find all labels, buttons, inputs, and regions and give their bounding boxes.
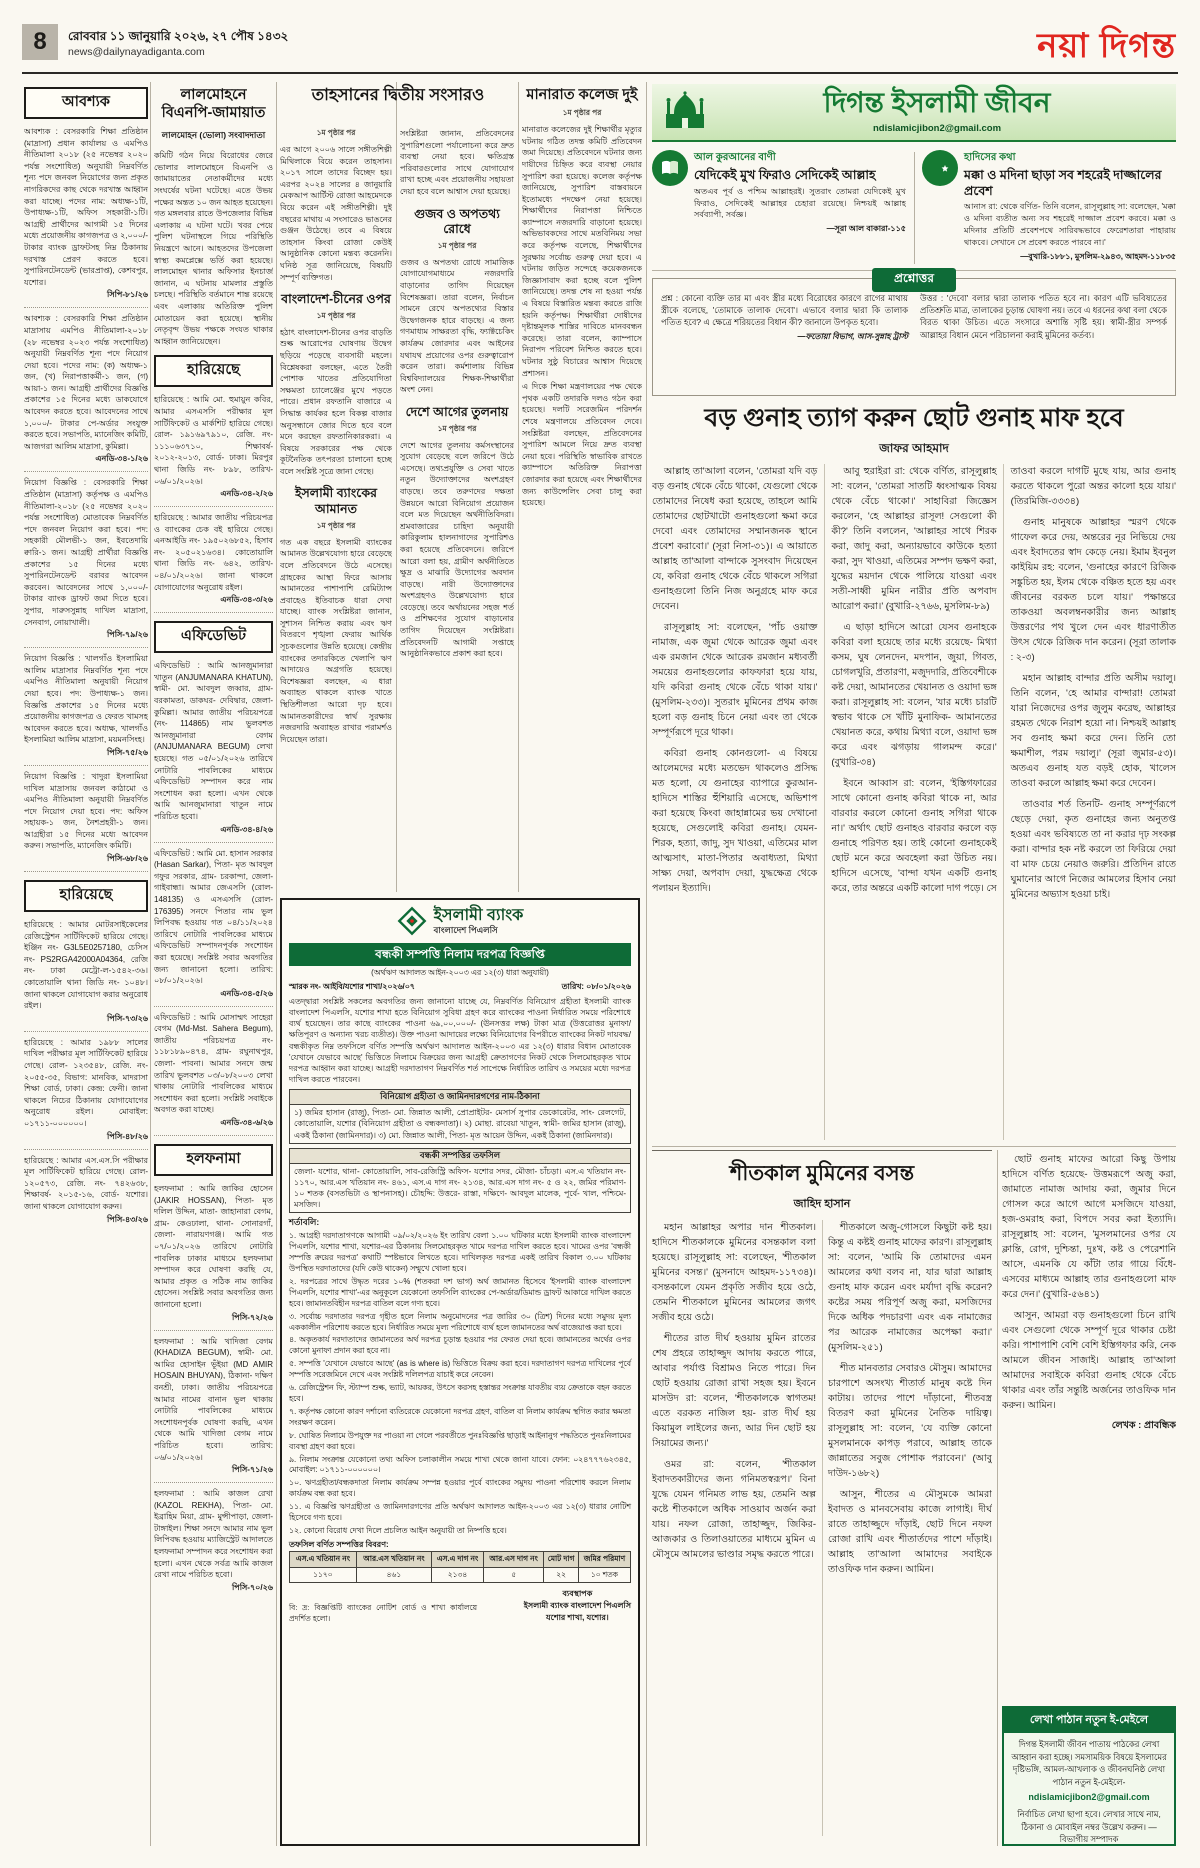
table-cell: ৫ xyxy=(483,1567,543,1583)
term-item: ১১. এ বিজ্ঞপ্তি ঋণগ্রহীতা ও জামিনদারগণের প্রতি অর্থঋণ আদালত আইন-২০০৩ এর ১২(৩) ধারার নোটিশ হিসেবে গণ্য হবে। xyxy=(289,1502,631,1523)
lost-notice xyxy=(24,919,148,1032)
quran-label: আল কুরআনের বাণী xyxy=(694,152,776,163)
qa-header: প্রশ্নোত্তর xyxy=(872,268,956,292)
section-header-affidavit: এফিডেভিট xyxy=(154,621,273,653)
article-paragraph: গুনাহ মানুষকে আল্লাহর স্মরণ থেকে গাফেল করে দেয়, অন্তরের নূর নিভিয়ে দেয় এবং ইবাদতের স্বাদ কেড়ে নেয়। ইমাম ইবনুল কাইয়িম রহ: বলেন, 'গুনাহের কারণে রিজিক সঙ্কুচিত হয়, ইলম থেকে বঞ্চিত হতে হয় এবং জীবনের বরকত চলে যায়।' পক্ষান্তরে তাকওয়া অবলম্বনকারীর জন্য আল্লাহ উত্তরণের পথ খুলে দেন এবং ধারণাতীত উৎস থেকে রিজিক দান করেন। (সূরা তালাক : ২-৩) xyxy=(1010,517,1176,663)
term-item: ৫. সম্পত্তি 'যেখানে যেভাবে আছে' (as is where is) ভিত্তিতে বিক্রয় করা হবে। দরদাতাগণ দরপত্র দাখিলের পূর্বে সম্পত্তি সরেজমিনে দেখে এবং সংশ্লিষ্ট দলিলপত্র যাচাই করে নেবেন। xyxy=(289,1359,631,1380)
story-body: কমিটি গঠন নিয়ে বিরোধের জেরে ভোলার লালমোহনে বিএনপি ও জামায়াতের নেতাকর্মীদের মধ্যে সংঘর্ষের ঘটনা ঘটেছে। এতে উভয় পক্ষের অন্তত ১০ জন আহত হয়েছেন। গত মঙ্গলবার রাতে উপজেলার বিভিন্ন এলাকায় এ ঘটনা ঘটে। খবর পেয়ে পুলিশ ঘটনাস্থলে গিয়ে পরিস্থিতি নিয়ন্ত্রণে আনে। আহতদের উপজেলা স্বাস্থ্য কমপ্লেক্সে ভর্তি করা হয়েছে। লালমোহন থানার অফিসার ইনচার্জ জানান, এ ঘটনায় মামলার প্রস্তুতি চলছে। পরিস্থিতি বর্তমানে শান্ত রয়েছে এবং এলাকায় অতিরিক্ত পুলিশ মোতায়েন করা হয়েছে। স্থানীয় নেতৃবৃন্দ উভয় পক্ষকে সংযত থাকার আহ্বান জানিয়েছেন। xyxy=(154,151,273,346)
article-paragraph: আসুন, আমরা বড় গুনাহগুলো চিনে রাখি এবং সেগুলো থেকে সম্পূর্ণ দূরে থাকার চেষ্টা করি। পাশাপাশি বেশি বেশি ইস্তিগফার করি, নেক আমলে জীবন সাজাই। আল্লাহ তা'আলা আমাদের সবাইকে কবিরা গুনাহ থেকে বেঁচে থাকার এবং তাঁর সন্তুষ্টি অর্জনের তাওফিক দান করুন। আমিন। xyxy=(1002,1310,1176,1411)
schedule-header: বন্ধকী সম্পত্তির তফসিল xyxy=(290,1149,630,1164)
table-header-cell: আর.এস খতিয়ান নং xyxy=(356,1552,431,1568)
term-item: ২. দরপত্রের সাথে উদ্ধৃত দরের ১০% (শতকরা দশ ভাগ) অর্থ জামানত হিসেবে 'ইসলামী ব্যাংক বাংলাদেশ পিএলসি, যশোর শাখা'-এর অনুকূলে যেকোনো তফসিলি ব্যাংকের পে-অর্ডার/ডিমান্ড ড্রাফট আকারে দাখিল করতে হবে। জামানতবিহীন দরপত্র বাতিল বলে গণ্য হবে। xyxy=(289,1276,631,1308)
table-cell: ৪৬১ xyxy=(356,1567,431,1583)
hadith-source: —বুখারি-১৮৮১, মুসলিম-২৯৪৩, আহমদ-১১৮৩৫ xyxy=(1020,251,1176,261)
jump-marker: ১ম পৃষ্ঠার পর xyxy=(437,423,477,433)
open-book-icon xyxy=(652,150,688,186)
ad-code: এনডি-৩৪-৬/২৬ xyxy=(220,1118,273,1128)
table-header-cell: এস.এ খতিয়ান নং xyxy=(290,1552,357,1568)
story-headline: লালমোহনে বিএনপি-জামায়াত xyxy=(161,87,266,122)
mosque-icon xyxy=(662,90,708,135)
hadith-quote-box xyxy=(922,150,1176,266)
table-header-cell: জমির পরিমাণ xyxy=(578,1552,630,1568)
affidavit-notice xyxy=(154,1012,273,1136)
story-body: সংশ্লিষ্টরা জানান, প্রতিবেদনের সুপারিশগুলো পর্যালোচনা করে দ্রুত ব্যবস্থা নেয়া হবে। ক্ষতিগ্রস্ত পরিবারগুলোর সাথে যোগাযোগ রাখা হচ্ছে এবং প্রয়োজনীয় সহায়তা দেয়া হবে বলে আশ্বাস দেয়া হয়েছে। xyxy=(400,129,514,196)
winter-article-author: জাহিদ হাসান xyxy=(793,1198,851,1210)
lost-notice-text: হারিয়েছে : আমি মো. হুমায়ুন কবির, আমার এসএসসি পরীক্ষার মূল সার্টিফিকেট ও মার্কশিট হারিয়ে গেছে। রোল- ১৯১৬৯৭৯১০, রেজি. নং- ১১১০৬৩৭১০, শিক্ষাবর্ষ- ২০১২-২০১৩, বোর্ড- ঢাকা। মিরপুর থানা জিডি নং- ৮৯৮, তারিখ- ০৬/০১/২০২৬। xyxy=(154,395,273,486)
signature-title: ব্যবস্থাপক xyxy=(562,1589,593,1599)
term-item: ৪. অকৃতকার্য দরদাতাদের জামানতের অর্থ দরপত্র চূড়ান্ত হওয়ার পর ফেরত দেয়া হবে। জামানতের অর্থের ওপর কোনো মুনাফা প্রদান করা হবে না। xyxy=(289,1335,631,1356)
ad-code: পিসি-৪৮/২৬ xyxy=(107,1131,148,1141)
signature-bank: ইসলামী ব্যাংক বাংলাদেশ পিএলসি xyxy=(523,1601,631,1611)
story-subhead: দেশে আগের তুলনায় xyxy=(405,404,509,419)
bank-auction-notice xyxy=(280,898,640,1846)
story-subhead: গুজব ও অপতথ্য রোধে xyxy=(414,206,500,237)
term-item: ৩. সর্বোচ্চ দরদাতার দরপত্র গৃহীত হলে নিলাম অনুমোদনের পত্র জারির ৩০ (ত্রিশ) দিনের মধ্যে সমুদয় মূল্য এককালীন পরিশোধ করতে হবে। নির্ধারিত সময়ে মূল্য পরিশোধে ব্যর্থ হলে জামানতের অর্থ বাজেয়াপ্ত করা হবে। xyxy=(289,1311,631,1332)
article-paragraph: ইবনে আব্বাস রা: বলেন, 'ইস্তিগফারের সাথে কোনো গুনাহ কবিরা থাকে না, আর বারবার করলে কোনো গুনাহ সগিরা থাকে না।' অর্থাৎ ছোট গুনাহও বারবার করলে বড় গুনাহে পরিণত হয়। তাই কোনো গুনাহকেই ছোট মনে করে অবহেলা করা উচিত নয়। হাদিসে এসেছে, 'বান্দা যখন একটি গুনাহ করে, তার অন্তরে একটি কালো দাগ পড়ে। সে তাওবা করলে দাগটি মুছে যায়, আর গুনাহ করতে থাকলে পুরো অন্তর কালো হয়ে যায়।' (তিরমিজি-৩৩৩৪) xyxy=(831,466,1176,894)
jump-marker: ১ম পৃষ্ঠার পর xyxy=(316,310,356,320)
classified-ad-text: নিয়োগ বিজ্ঞপ্তি : বেসরকারি শিক্ষা প্রতিষ্ঠান (মাদ্রাসা) কর্তৃপক্ষ ও এমপিও নীতিমালা-২০১৮ (২৫ নভেম্বর ২০২০ পর্যন্ত সংশোধিত) মোতাবেক নিম্নবর্ণিত পদে জনবল নিয়োগ করা হবে। পদ: সহকারী মৌলভী-১ জন, ইবতেদায়ি ক্বারি-১ জন। আগ্রহী প্রার্থীরা বিজ্ঞপ্তি প্রকাশের ১৫ দিনের মধ্যে সুপারিনটেনডেন্ট বরাবর আবেদন করবেন। আবেদনের সাথে ১,০০০/- টাকার ব্যাংক ড্রাফট জমা দিতে হবে। সুপার, দারুসসুন্নাহ দাখিল মাদ্রাসা, সেনবাগ, নোয়াখালী। xyxy=(24,478,148,627)
quran-body: অতএব পূর্ব ও পশ্চিম আল্লাহরই। সুতরাং তোমরা যেদিকেই মুখ ফিরাও, সেদিকেই আল্লাহর চেহারা রয়েছে। নিশ্চয়ই আল্লাহ সর্বব্যাপী, সর্বজ্ঞ। xyxy=(694,186,906,220)
column-divider xyxy=(396,82,397,892)
schedule-body: জেলা- যশোর, থানা- কোতোয়ালি, সাব-রেজিস্ট্রি অফিস- যশোর সদর, মৌজা- চাঁচড়া। এস.এ খতিয়ান নং- ১১৭০, আর.এস খতিয়ান নং- ৪৬১, এস.এ দাগ নং- ২১৩৪, আর.এস দাগ নং- ৫ ও ২২, জমির পরিমাণ- ১০ শতক (বসতভিটা ও স্থাপনাসহ)। চৌহদ্দি: উত্তরে- রাস্তা, দক্ষিণে- আবদুল মালেক, পূর্বে- খাল, পশ্চিমে- মসজিদ। xyxy=(294,1166,626,1210)
table-cell: ১০ শতক xyxy=(578,1567,630,1583)
parties-header: বিনিয়োগ গ্রহীতা ও জামিনদারগণের নাম-ঠিকানা xyxy=(290,1090,630,1105)
section-header-holofnama: হলফনামা xyxy=(154,1144,273,1176)
notice-law-line: (অর্থঋণ আদালত আইন-২০০৩ এর ১২(৩) ধারা অনুযায়ী) xyxy=(371,967,549,977)
story-dateline: লালমোহন (ভোলা) সংবাদদাতা xyxy=(161,130,266,141)
classified-ad xyxy=(24,313,148,472)
signature-branch: যশোর শাখা, যশোর। xyxy=(546,1613,609,1623)
story-body: গত এক বছরে ইসলামী ব্যাংকের আমানত উল্লেখযোগ্য হারে বেড়েছে বলে প্রতিবেদনে উঠে এসেছে। গ্রাহকের আস্থা ফিরে আসায় আমানতের পাশাপাশি রেমিট্যান্স প্রবাহেও ইতিবাচক ধারা দেখা যাচ্ছে। ব্যাংক সংশ্লিষ্টরা জানান, সুশাসন নিশ্চিত করায় এবং ঋণ বিতরণে শৃঙ্খলা ফেরায় আর্থিক সূচকগুলোর উন্নতি হয়েছে। কেন্দ্রীয় ব্যাংকের তদারকিতে খেলাপি ঋণ আদায়েও অগ্রগতি হয়েছে। বিশেষজ্ঞরা বলছেন, এ ধারা অব্যাহত থাকলে ব্যাংক খাতে স্থিতিশীলতা আরো দৃঢ় হবে। আমানতকারীদের স্বার্থ সুরক্ষায় নজরদারি অব্যাহত রাখার পরামর্শও দিয়েছেন তারা। xyxy=(280,537,392,744)
classified-ad xyxy=(24,653,148,766)
story-headline-tahsan: তাহসানের দ্বিতীয় সংসারও xyxy=(311,86,485,104)
holofnama-text: হলফনামা : আমি জাকির হোসেন (JAKIR HOSSAN), পিতা- মৃত দলিল উদ্দিন, মাতা- জাহানারা বেগম, গ্রাম- কেওঢালা, থানা- সোনারগাঁ, জেলা- নারায়ণগঞ্জ। আমি গত ০৭/০১/২০২৬ তারিখে নোটারি পাবলিক ঢাকার মাধ্যমে হলফনামা সম্পাদন করে ঘোষণা করছি যে, আমার প্রকৃত ও সঠিক নাম জাকির হোসেন। সংশ্লিষ্ট সবার অবগতির জন্য জানানো হলো। xyxy=(154,1184,273,1309)
hadith-headline: মক্কা ও মদিনা ছাড়া সব শহরেই দাজ্জালের প্রবেশ xyxy=(964,168,1162,198)
author-byline: লেখক : প্রাবন্ধিক xyxy=(1111,1420,1176,1431)
term-item: ১. আগ্রহী দরদাতাগণকে আগামী ০৯/০২/২০২৬ ইং তারিখ বেলা ১.০০ ঘটিকার মধ্যে ইসলামী ব্যাংক বাংলাদেশ পিএলসি, যশোর শাখা, যশোর-এর ঠিকানায় সিলমোহরকৃত খামে দরপত্র দাখিল করতে হবে। খামের ওপর 'বন্ধকী সম্পত্তি ক্রয়ের দরপত্র' কথাটি স্পষ্টভাবে লিখতে হবে। দাখিলকৃত দরপত্র একই তারিখ বিকাল ৩.০০ ঘটিকায় উপস্থিত দরদাতাদের (যদি কেউ থাকেন) সম্মুখে খোলা হবে। xyxy=(289,1231,631,1273)
holofnama-notice xyxy=(154,1183,273,1331)
article-paragraph: আল্লাহ তা'আলা বলেন, 'তোমরা যদি বড় বড় গুনাহ থেকে বেঁচে থাকো, যেগুলো থেকে তোমাদের নিষেধ করা হয়েছে, তাহলে আমি তোমাদের ছোটখাটো গুনাহগুলো ক্ষমা করে দেবো এবং তোমাদের সম্মানজনক স্থানে প্রবেশ করাবো।' (সূরা নিসা-৩১)। এ আয়াতে আল্লাহ তা'আলা বান্দাকে সুসংবাদ দিয়েছেন যে, কবিরা গুনাহ থেকে বেঁচে থাকলে সগিরা গুনাহগুলো তিনি নিজ অনুগ্রহে মাফ করে দেবেন। xyxy=(652,466,818,612)
lost-notice-text: হারিয়েছে : আমার জাতীয় পরিচয়পত্র ও ব্যাংকের চেক বই হারিয়ে গেছে। এনআইডি নং- ১৯৫০২৬৮৫২, হিসাব নং- ২০৫০২১৬৩৪। কোতোয়ালি থানা জিডি নং- ৬৪২, তারিখ- ০৪/০১/২০২৬। জানা থাকলে যোগাযোগের অনুরোধ রইল। xyxy=(154,513,273,592)
section-header-lost: হারিয়েছে xyxy=(24,880,148,912)
lost-notice-text: হারিয়েছে : আমার এস.এস.সি পরীক্ষার মূল সার্টিফিকেট হারিয়ে গেছে। রোল- ১২০৫৭৩, রেজি. নং- ৭৪২৬৩৮, শিক্ষাবর্ষ- ২০১৫-১৬, বোর্ড- যশোর। জানা থাকলে যোগাযোগ করুন। xyxy=(24,1155,148,1211)
classified-ad xyxy=(24,126,148,308)
term-item: ১০. ঋণগ্রহীতা/বন্ধকদাতা নিলাম কার্যক্রম সম্পন্ন হওয়ার পূর্বে ব্যাংকের সমুদয় পাওনা পরিশোধ করলে নিলাম কার্যক্রম বন্ধ করা হবে। xyxy=(289,1478,631,1499)
section-header-lost: হারিয়েছে xyxy=(154,355,273,387)
bank-name: ইসলামী ব্যাংক xyxy=(433,907,524,925)
classified-ad-text: আবশ্যক : বেসরকারি শিক্ষা প্রতিষ্ঠান মাদ্রাসায় এমপিও নীতিমালা-২০১৮ (২৮ নভেম্বর ২০২৩ পর্যন্ত সংশোধিত) অনুযায়ী নিম্নবর্ণিত শূন্য পদে নিয়োগ দেয়া হবে। পদের নাম: (ক) অধ্যক্ষ-১ জন, (খ) নিরাপত্তাকর্মী-১ জন, (গ) আয়া-১ জন। আগ্রহী প্রার্থীদের বিজ্ঞপ্তি প্রকাশের ১৫ দিনের মধ্যে ডাকযোগে আবেদন করতে হবে। আবেদনের সাথে ১,০০০/- টাকার পে-অর্ডার সংযুক্ত করতে হবে। সভাপতি, ম্যানেজিং কমিটি, আজগরা আলিম মাদ্রাসা, কুমিল্লা। xyxy=(24,314,148,451)
notice-memo-number: স্মারক নং- আইবি/যশোর শাখা/২০২৬/০৭ xyxy=(289,981,415,991)
ad-code: এনডি-৩৪-৫/২৬ xyxy=(220,988,273,998)
table-header-cell: এস.এ দাগ নং xyxy=(432,1552,484,1568)
jump-marker: ১ম পৃষ্ঠার পর xyxy=(316,128,356,137)
jump-marker: ১ম পৃষ্ঠার পর xyxy=(562,108,602,118)
article-paragraph: রাসূলুল্লাহ সা: বলেছেন, 'পাঁচ ওয়াক্ত নামাজ, এক জুমা থেকে আরেক জুমা এবং এক রমজান থেকে আরেক রমজান মধ্যবর্তী সময়ের গুনাহগুলোর কাফফারা হয়ে যায়, যদি কবিরা গুনাহ থেকে বেঁচে থাকা যায়।' (মুসলিম-২৩৩)। সুতরাং মুমিনের প্রথম কাজ হলো বড় গুনাহ চিনে নেয়া এবং তা থেকে সম্পূর্ণরূপে দূরে থাকা। xyxy=(652,622,818,738)
table-cell: ২২ xyxy=(544,1567,579,1583)
notice-schedule-box xyxy=(289,1148,631,1214)
table-header-cell: মোট দাগ xyxy=(544,1552,579,1568)
classifieds-column-2 xyxy=(154,84,273,1846)
bank-subname: বাংলাদেশ পিএলসি xyxy=(433,925,498,936)
story-body: হঠাৎ বাংলাদেশ-চীনের ওপর বাড়তি শুল্ক আরোপের ঘোষণায় উদ্বেগ ছড়িয়ে পড়েছে ব্যবসায়ী মহলে। বিশ্লেষকরা বলছেন, এতে তৈরী পোশাক খাতের প্রতিযোগিতা সক্ষমতা চ্যালেঞ্জের মুখে পড়তে পারে। প্রধান রফতানি বাজারে এ সিদ্ধান্ত কার্যকর হলে বিকল্প বাজার অনুসন্ধানে জোর দিতে হবে বলে মনে করছেন রফতানিকারকরা। এ বিষয়ে সরকারের পক্ষ থেকে কূটনৈতিক তৎপরতা চালানো হচ্ছে বলে সংশ্লিষ্ট সূত্রে জানা গেছে। xyxy=(280,327,392,476)
article-paragraph: শীত মানবতার সেবারও মৌসুম। আমাদের চারপাশে অসংখ্য শীতার্ত মানুষ কষ্টে দিন কাটায়। তাদের পাশে দাঁড়ানো, শীতবস্ত্র বিতরণ করা মুমিনের নৈতিক দায়িত্ব। রাসূলুল্লাহ সা: বলেন, 'যে ব্যক্তি কোনো মুসলমানকে কাপড় পরাবে, আল্লাহ তাকে জান্নাতের সবুজ পোশাক পরাবেন।' (আবু দাউদ-১৬৮২) xyxy=(828,1363,992,1479)
qa-box xyxy=(652,271,1176,396)
table-header-cell: আর.এস দাগ নং xyxy=(483,1552,543,1568)
story-body: এ দিকে শিক্ষা মন্ত্রণালয়ের পক্ষ থেকে পৃথক একটি তদারকি দলও গঠন করা হয়েছে। দলটি সরেজমিন পরিদর্শন শেষে মন্ত্রণালয়ে প্রতিবেদন দেবে। সংশ্লিষ্টরা বলছেন, প্রতিবেদনের সুপারিশ আমলে নিয়ে দ্রুত ব্যবস্থা নেয়া হবে। পরিস্থিতি স্বাভাবিক রাখতে ক্যাম্পাসে অতিরিক্ত নিরাপত্তা জোরদার করা হয়েছে এবং শিক্ষার্থীদের জন্য কাউন্সেলিং সেবা চালু করা হয়েছে। xyxy=(522,382,642,508)
column-divider xyxy=(518,82,519,892)
section-divider xyxy=(652,1146,1176,1147)
quote-divider xyxy=(914,152,915,264)
term-item: ১২. কোনো বিরোধ দেখা দিলে প্রচলিত আইন অনুযায়ী তা নিষ্পত্তি হবে। xyxy=(289,1525,507,1535)
quran-source: —সূরা আল বাকারা-১১৫ xyxy=(826,224,906,234)
lost-notice xyxy=(24,1037,148,1150)
lost-notice xyxy=(154,512,273,613)
ad-code: পিসি-৭৩/২৬ xyxy=(107,1013,148,1023)
column-divider xyxy=(997,1150,998,1846)
classified-ad-text: আবশ্যক : বেসরকারি শিক্ষা প্রতিষ্ঠান (মাদ্রাসা) প্রধান কার্যালয় ও এমপিও নীতিমালা ২০১৮ (২৫ নভেম্বর ২০২০ পর্যন্ত সংশোধিত) অনুযায়ী নিম্নবর্ণিত শূন্য পদে জনবল নিয়োগের জন্য প্রকৃত নাগরিকদের কাছ থেকে দরখাস্ত আহ্বান করা যাচ্ছে। পদের নাম: অধ্যক্ষ-১টি, উপাধ্যক্ষ-১টি, অফিস সহকারী-১টি। আগ্রহী প্রার্থীদের আগামী ১৫ দিনের মধ্যে প্রয়োজনীয় কাগজপত্র ও ২,০০০/- টাকার ব্যাংক ড্রাফটসহ নিম্ন ঠিকানায় দরখাস্ত প্রেরণ করতে হবে। সুপারিনটেনডেন্ট (ভারপ্রাপ্ত), কেশবপুর, যশোর। xyxy=(24,127,148,287)
term-item: ৮. ঘোষিত নিলামে উপযুক্ত দর পাওয়া না গেলে পরবর্তীতে পুনঃবিজ্ঞপ্তি ছাড়াই আইনানুগ পদ্ধতিতে পুনঃনিলামের ব্যবস্থা গ্রহণ করা হবে। xyxy=(289,1430,631,1451)
story-body: মানারাত কলেজের দুই শিক্ষার্থীর মৃত্যুর ঘটনায় গঠিত তদন্ত কমিটি প্রতিবেদন জমা দিয়েছে। প্রতিবেদনে ঘটনার জন্য দায়ীদের চিহ্নিত করে ব্যবস্থা নেয়ার সুপারিশ করা হয়েছে। কলেজ কর্তৃপক্ষ জানিয়েছে, সুপারিশ বাস্তবায়নে ইতোমধ্যে পদক্ষেপ নেয়া হয়েছে। শিক্ষার্থীদের নিরাপত্তা নিশ্চিতে ক্যাম্পাসে নজরদারি বাড়ানো হয়েছে। অভিভাবকদের সাথে মতবিনিময় সভা করে কর্তৃপক্ষ বলেছে, শিক্ষার্থীদের সুরক্ষায় সর্বোচ্চ গুরুত্ব দেয়া হবে। এ ঘটনায় জড়িত সন্দেহে কয়েকজনকে জিজ্ঞাসাবাদ করা হচ্ছে বলে পুলিশ জানিয়েছে। তদন্ত শেষ না হওয়া পর্যন্ত এ বিষয়ে বিস্তারিত মন্তব্য করতে রাজি হয়নি কর্তৃপক্ষ। শিক্ষার্থীরা দোষীদের দৃষ্টান্তমূলক শাস্তির দাবিতে মানববন্ধন করেছে। তারা বলেন, ক্যাম্পাসে নিরাপদ পরিবেশ নিশ্চিত করতে হবে। ঘটনার সুষ্ঠু বিচারের আশ্বাস দিয়েছে প্রশাসন। xyxy=(522,125,642,378)
islamic-life-email-link[interactable]: ndislamicjibon2@gmail.com xyxy=(872,122,1002,134)
notice-parties-box xyxy=(289,1089,631,1143)
notice-intro: এতদ্দ্বারা সংশ্লিষ্ট সকলের অবগতির জন্য জানানো যাচ্ছে যে, নিম্নবর্ণিত বিনিয়োগ গ্রহীতা ইসলামী ব্যাংক বাংলাদেশ পিএলসি, যশোর শাখা হতে বিনিয়োগ সুবিধা গ্রহণ করে ব্যাংকের পাওনা নির্ধারিত সময়ে পরিশোধে ব্যর্থ হয়েছেন। তার কাছে ব্যাংকের পাওনা ৬৯,০০,০০০/- (ঊনসত্তর লক্ষ) টাকা মাত্র (উত্তরোত্তর মুনাফা/ক্ষতিপূরণ ও অন্যান্য খরচ ব্যতীত)। উক্ত পাওনা আদায়ের লক্ষ্যে বিনিয়োগের বিপরীতে ব্যাংকের নিকট দায়বদ্ধ/বন্ধকীকৃত নিম্ন তফসিলে বর্ণিত সম্পত্তি অর্থঋণ আদালত আইন-২০০৩ এর ১২(৩) ধারার বিধান মোতাবেক 'যেখানে যেভাবে আছে' ভিত্তিতে নিলামে বিক্রয়ের জন্য আগ্রহী ক্রেতাগণের নিকট থেকে সিলমোহরকৃত খামে দরপত্র আহ্বান করা যাচ্ছে। আগ্রহী দরদাতাগণ নিম্নবর্ণিত শর্ত সাপেক্ষে নির্ধারিত তারিখ ও সময়ের মধ্যে দরপত্র দাখিল করতে পারবেন। xyxy=(289,996,631,1085)
ad-code: পিসি-৭১/২৬ xyxy=(232,1465,273,1475)
notice-note: বি: দ্র: বিজ্ঞপ্তিটি ব্যাংকের নোটিশ বোর্ড ও শাখা কার্যালয়ে প্রদর্শিত হলো। xyxy=(289,1603,478,1623)
ad-code: এনডি-৩৪-৪/২৬ xyxy=(220,824,273,834)
ad-code: এনডি-৩৪-১/২৬ xyxy=(95,454,148,464)
table-cell: ১১৭০ xyxy=(290,1567,357,1583)
quran-quote-box xyxy=(652,150,906,266)
article-paragraph: ছোট গুনাহ মাফের আরো কিছু উপায় হাদিসে বর্ণিত হয়েছে- উত্তমরূপে অজু করা, জামাতে নামাজ আদায় করা, জুমার দিনে গোসল করে আগে আগে মসজিদে যাওয়া, হজ-ওমরাহ করা, বিপদে সবর করা ইত্যাদি। রাসূলুল্লাহ সা: বলেন, 'মুসলমানের ওপর যে ক্লান্তি, রোগ, দুশ্চিন্তা, দুঃখ, কষ্ট ও পেরেশানি আসে, এমনকি যে কাঁটা তার গায়ে বিঁধে- এসবের মাধ্যমে আল্লাহ তার গুনাহগুলো মাফ করে দেন।' (বুখারি-৫৬৪১) xyxy=(1002,1154,1176,1300)
send-box-email-link[interactable]: ndislamicjibon2@gmail.com xyxy=(1028,1792,1150,1803)
notice-date: তারিখ: ০৮/০১/২০২৬ xyxy=(561,981,631,991)
classified-ad xyxy=(24,477,148,648)
lost-notice xyxy=(154,394,273,507)
article-author: জাফর আহমাদ xyxy=(879,441,949,455)
islami-bank-logo-icon xyxy=(397,906,427,939)
header-rule xyxy=(22,72,1178,74)
send-writing-box xyxy=(1002,1706,1176,1846)
column-divider xyxy=(276,82,277,1846)
newsdesk-email-link[interactable]: news@dailynayadiganta.com xyxy=(68,46,205,58)
article-paragraph: মহান আল্লাহর অপার দান শীতকাল। হাদিসে শীতকালকে মুমিনের বসন্তকাল বলা হয়েছে। রাসূলুল্লাহ সা: বলেছেন, 'শীতকাল মুমিনের বসন্ত।' (মুসনাদে আহমদ-১১৭৩৪)। বসন্তকালে যেমন প্রকৃতি সজীব হয়ে ওঠে, তেমনি শীতকালে মুমিনের আমলের জগৎ সজীব হয়ে ওঠে। xyxy=(652,1222,816,1323)
holofnama-notice xyxy=(154,1336,273,1484)
column-divider xyxy=(646,82,647,1846)
winter-article xyxy=(652,1150,992,1848)
story-subhead: বাংলাদেশ-চীনের ওপর xyxy=(281,292,391,307)
classified-ad-text: নিয়োগ বিজ্ঞপ্তি : খাদুরা ইসলামিয়া দাখিল মাদ্রাসায় জনবল কাঠামো ও এমপিও নীতিমালা অনুযায়ী নিম্নবর্ণিত পদে নিয়োগ দেয়া হবে। পদ: অফিস সহায়ক-১ জন, নৈশপ্রহরী-১ জন। আগ্রহীরা ১৫ দিনের মধ্যে আবেদন করুন। সভাপতি, ম্যানেজিং কমিটি। xyxy=(24,771,148,851)
ad-code: পিসি-৪৩/২৬ xyxy=(107,1214,148,1224)
article-paragraph: এ ছাড়া হাদিসে আরো যেসব গুনাহকে কবিরা বলা হয়েছে তার মধ্যে রয়েছে- মিথ্যা কসম, ঘুষ লেনদেন, মদপান, জুয়া, গিবত, চোগলখুরি, প্রতারণা, মজুদদারি, প্রতিবেশীকে কষ্ট দেয়া, আমানতের খেয়ানত ও ওয়াদা ভঙ্গ করা। রাসূলুল্লাহ সা: বলেন, 'যার মধ্যে চারটি স্বভাব থাকে সে খাঁটি মুনাফিক- আমানতের খেয়ানত করে, কথায় মিথ্যা বলে, ওয়াদা ভঙ্গ করে এবং ঝগড়ায় গালমন্দ করে।' (বুখারি-৩৪) xyxy=(831,622,997,768)
qa-source: —ফতোয়া বিভাগ, আস-সুন্নাহ ট্রাস্ট xyxy=(797,331,908,341)
hadith-body: আনাস রা: থেকে বর্ণিত- তিনি বলেন, রাসূলুল্লাহ সা: বলেছেন, 'মক্কা ও মদিনা ব্যতীত অন্য সব শহরেই দাজ্জাল প্রবেশ করবে। মক্কা ও মদিনার প্রতিটি প্রবেশপথে সারিবদ্ধভাবে ফেরেশতারা পাহারায় থাকবে। সেখানে সে প্রবেশ করতে পারবে না।' xyxy=(964,202,1176,247)
notice-title-bar: বন্ধকী সম্পত্তি নিলাম দরপত্র বিজ্ঞপ্তি xyxy=(289,943,631,966)
send-box-text: দিগন্ত ইসলামী জীবন পাতায় পাঠকের লেখা আহ্বান করা হচ্ছে। সমসাময়িক বিষয়ে ইসলামের দৃষ্টিভঙ্গি, আমল-আখলাক ও জীবনঘনিষ্ঠ লেখা পাঠান নতুন ই-মেইলে- xyxy=(1011,1739,1167,1787)
send-box-text-2: নির্বাচিত লেখা ছাপা হবে। লেখার সাথে নাম, ঠিকানা ও মোবাইল নম্বর উল্লেখ করুন। —বিভাগীয় সম্পাদক xyxy=(1017,1808,1161,1845)
notice-signature xyxy=(524,1588,631,1624)
page-number: 8 xyxy=(22,24,58,60)
table-cell: ২১৩৪ xyxy=(432,1567,484,1583)
winter-article-body xyxy=(652,1220,992,1836)
date-line: রোববার ১১ জানুয়ারি ২০২৬, ২৭ পৌষ ১৪৩২ xyxy=(68,29,289,43)
classified-ad xyxy=(24,771,148,872)
jump-column-c xyxy=(522,84,642,892)
ad-code: পিসি-৭৯/২৬ xyxy=(107,630,148,640)
quran-headline: যেদিকেই মুখ ফিরাও সেদিকেই আল্লাহ xyxy=(694,168,876,182)
column-divider xyxy=(150,82,151,1846)
bank-logo-row xyxy=(289,906,631,939)
classified-ad-text: নিয়োগ বিজ্ঞপ্তি : খালগাঁও ইসলামিয়া আলিম মাদ্রাসার নিম্নবর্ণিত শূন্য পদে এমপিও নীতিমালা অনুযায়ী নিয়োগ দেয়া হবে। পদ: উপাধ্যক্ষ-১ জন। বিজ্ঞপ্তি প্রকাশের ১৫ দিনের মধ্যে প্রয়োজনীয় কাগজপত্র ও ফেরত খামসহ আবেদন করতে হবে। অধ্যক্ষ, খালগাঁও ইসলামিয়া আলিম মাদ্রাসা, ময়মনসিংহ। xyxy=(24,654,148,745)
holofnama-text: হলফনামা : আমি খাদিজা বেগম (KHADIZA BEGUM), স্বামী- মো. আমির হোসাইন ভূঁইয়া (MD AMIR HOSAIN BHUYAN), ঠিকানা- দক্ষিণ বনশ্রী, ঢাকা। জাতীয় পরিচয়পত্রে আমার নামের বানান ভুল থাকায় নোটারি পাবলিকের মাধ্যমে সংশোধনপূর্বক ঘোষণা করছি, এখন থেকে আমি খাদিজা বেগম নামে পরিচিত হবো। তারিখ: ০৬/০১/২০২৬। xyxy=(154,1336,273,1462)
story-headline-manarat: মানারাত কলেজ দুই xyxy=(526,87,638,103)
ad-code: পিসি-৭২/২৬ xyxy=(232,1312,273,1322)
story-body: গুজব ও অপতথ্য রোধে সামাজিক যোগাযোগমাধ্যমে নজরদারি বাড়ানোর তাগিদ দিয়েছেন বিশেষজ্ঞরা। তারা বলেন, নির্বাচন সামনে রেখে অপতথ্যের বিস্তার উদ্বেগজনক হারে বাড়ছে। এ জন্য গণমাধ্যম সাক্ষরতা বৃদ্ধি, ফ্যাক্টচেকিং কার্যক্রম জোরদার এবং আইনের যথাযথ প্রয়োগের ওপর গুরুত্বারোপ করেন তারা। কর্মশালায় বিভিন্ন বিশ্ববিদ্যালয়ের শিক্ষক-শিক্ষার্থীরা অংশ নেন। xyxy=(400,257,514,395)
lost-notice-text: হারিয়েছে : আমার ১৯৮৮ সালের দাখিল পরীক্ষার মূল সার্টিফিকেট হারিয়ে গেছে। রোল- ১২৩৫৪৮, রেজি. নং- ২০৫৫-৩৫, বিভাগ: মানবিক, মাদরাসা শিক্ষা বোর্ড, ঢাকা। কেন্দ্র: ফেনী। জানা থাকলে নিচের ঠিকানায় যোগাযোগের অনুরোধ রইল। মোবাইল: ০১৭১১-০০০০০০। xyxy=(24,1037,148,1128)
classifieds-column-1 xyxy=(24,84,148,1846)
article-paragraph: আসুন, শীতের এ মৌসুমকে আমরা ইবাদত ও মানবসেবায় কাজে লাগাই। দীর্ঘ রাতে তাহাজ্জুদে দাঁড়াই, ছোট দিনে নফল রোজা রাখি এবং শীতার্তদের পাশে দাঁড়াই। আল্লাহ তা'আলা আমাদের সবাইকে তাওফিক দান করুন। আমিন। xyxy=(828,1489,992,1575)
crescent-icon xyxy=(922,150,958,186)
ad-code: এনডি-৩৪-৩/২৬ xyxy=(220,595,273,605)
ad-code: পিসি-৭৫/২৬ xyxy=(107,747,148,757)
article-paragraph: ওমর রা: বলেন, 'শীতকাল ইবাদতকারীদের জন্য গনিমতস্বরূপ।' বিনা যুদ্ধে যেমন গনিমত লাভ হয়, তেমনি অল্প কষ্টে শীতকালে অধিক সাওয়াব অর্জন করা যায়। নফল রোজা, তাহাজ্জুদ, জিকির-আজকার ও তিলাওয়াতের মাধ্যমে মুমিন এ মৌসুমে আমলের ভাণ্ডার সমৃদ্ধ করতে পারে। xyxy=(652,1459,816,1560)
jump-column-a xyxy=(280,128,392,892)
affidavit-notice xyxy=(154,660,273,842)
parties-body: ১) জমির হাসান (রাজু), পিতা- মো. জিন্নাত আলী, প্রোপ্রাইটর- মেসার্স সুপার ডেকোরেটর, সাং- রেলগেট, কোতোয়ালি, যশোর (বিনিয়োগ গ্রহীতা ও বন্ধকদাতা)। ২) মোছা. রাবেয়া খাতুন, স্বামী- জমির হাসান (রাজু), একই ঠিকানা (জামিনদার)। ৩) মো. জিন্নাত আলী, পিতা- মৃত আয়েন উদ্দিন, একই ঠিকানা (জামিনদার)। xyxy=(294,1108,626,1140)
lost-notice-text: হারিয়েছে : আমার মোটরসাইকেলের রেজিস্ট্রেশন সার্টিফিকেট হারিয়ে গেছে। ইঞ্জিন নং- G3L5E0257180, চেসিস নং- PS2RGA42000A04364, রেজি নং- ঢাকা মেট্রো-ল-১৫৪২-৩৬। কোতোয়ালি থানা জিডি নং- ১০৪৮। জানা থাকলে যোগাযোগ করার অনুরোধ রইল। xyxy=(24,920,148,1011)
ad-code: পিসি-৬৮/২৬ xyxy=(107,854,148,864)
article-paragraph: কবিরা গুনাহ কোনগুলো- এ বিষয়ে আলেমদের মধ্যে মতভেদ থাকলেও প্রসিদ্ধ মত হলো, যে গুনাহের ব্যাপারে কুরআন-হাদিসে শাস্তির হুঁশিয়ারি এসেছে, অভিশাপ করা হয়েছে কিংবা জাহান্নামের ভয় দেখানো হয়েছে, সেগুলোই কবিরা গুনাহ। যেমন- শিরক, হত্যা, জাদু, সুদ খাওয়া, এতিমের মাল আত্মসাৎ, মাতা-পিতার অবাধ্যতা, মিথ্যা সাক্ষ্য দেয়া, অপবাদ দেয়া, যুদ্ধক্ষেত্র থেকে পলায়ন ইত্যাদি। xyxy=(652,748,818,894)
winter-article-headline: শীতকাল মুমিনের বসন্ত xyxy=(729,1162,915,1185)
term-item: ৭. কর্তৃপক্ষ কোনো কারণ দর্শানো ব্যতিরেকে যেকোনো দরপত্র গ্রহণ, বাতিল বা নিলাম কার্যক্রম স্থগিত করার ক্ষমতা সংরক্ষণ করেন। xyxy=(289,1406,631,1427)
article-paragraph: শীতের রাত দীর্ঘ হওয়ায় মুমিন রাতের শেষ প্রহরে তাহাজ্জুদ আদায় করতে পারে, আবার পর্যাপ্ত বিশ্রামও নিতে পারে। দিন ছোট হওয়ায় রোজা রাখা সহজ হয়। ইবনে মাসউদ রা: বলেন, 'শীতকালকে স্বাগতম! এতে বরকত নাজিল হয়- রাত দীর্ঘ হয় কিয়ামুল লাইলের জন্য, আর দিন ছোট হয় সিয়ামের জন্য।' xyxy=(652,1333,816,1449)
holofnama-text: হলফনামা : আমি কাজল রেখা (KAZOL REKHA), পিতা- মো. ইব্রাহিম মিয়া, গ্রাম- মুন্সীপাড়া, জেলা- টাঙ্গাইল। শিক্ষা সনদে আমার নাম ভুল লিপিবদ্ধ হওয়ায় ম্যাজিস্ট্রেট আদালতে হলফনামা সম্পাদন করে সংশোধন করা হলো। এখন থেকে সর্বত্র আমি কাজল রেখা নামে পরিচিত হবো। xyxy=(154,1489,273,1580)
ad-code: এনডি-৩৪-২/২৬ xyxy=(220,489,273,499)
article-continuation-column xyxy=(1002,1152,1176,1700)
masthead-logo: নয়া দিগন্ত xyxy=(1037,27,1176,65)
hadith-label: হাদিসের কথা xyxy=(964,152,1016,163)
islamic-life-masthead xyxy=(652,84,1176,142)
table-caption: তফসিল বর্ণিত সম্পত্তির বিবরণ: xyxy=(289,1539,389,1549)
jump-column-b xyxy=(400,128,514,892)
ad-code: সিপি-৮১/২৬ xyxy=(107,290,148,300)
property-table xyxy=(289,1551,631,1583)
send-box-header: লেখা পাঠান নতুন ই-মেইলে xyxy=(1004,1708,1174,1733)
jump-marker: ১ম পৃষ্ঠার পর xyxy=(437,240,477,250)
question-text: প্রশ্ন : কোনো ব্যক্তি তার মা এবং স্ত্রীর মধ্যে বিরোধের কারণে রাগের মাথায় স্ত্রীকে বলেছে, 'তোমাকে তালাক দেবো'। এভাবে বলার দ্বারা কি তালাক পতিত হবে? এ ক্ষেত্রে শরিয়তের বিধান কী? জানালে উপকৃত হবো। xyxy=(661,293,908,328)
affidavit-text: এফিডেভিট : আমি আনজুমানারা খাতুন (ANJUMANARA KHATUN), স্বামী- মো. আবদুল জব্বার, গ্রাম- বরকামতা, ডাকঘর- দেবিদ্বার, জেলা- কুমিল্লা। আমার জাতীয় পরিচয়পত্রে (নং- 114865) নাম ভুলবশত আনজুমানারা বেগম (ANJUMANARA BEGUM) লেখা হয়েছে। গত ০৫/০১/২০২৬ তারিখে নোটারি পাবলিকের মাধ্যমে এফিডেভিট সম্পাদন করে নাম সংশোধন করা হলো। এখন থেকে আমি আনজুমানারা খাতুন নামে পরিচিত হবো। xyxy=(154,661,273,821)
holofnama-notice xyxy=(154,1488,273,1600)
story-body: এর আগে ২০০৬ সালে সঙ্গীতশিল্পী মিথিলাকে বিয়ে করেন তাহসান। ২০১৭ সালে তাদের বিচ্ছেদ হয়। এরপর ২০২৪ সালের ৪ জানুয়ারি মেকআপ আর্টিস্ট রোজা আহমেদকে বিয়ে করেন এই সঙ্গীতশিল্পী। দুই বছরের মাথায় এ সংসারেও ভাঙনের গুঞ্জন উঠেছে। তবে এ বিষয়ে তাহসান কিংবা রোজা কেউই আনুষ্ঠানিক কোনো মন্তব্য করেননি। ঘনিষ্ঠ সূত্র জানিয়েছে, বিষয়টি সম্পূর্ণ ব্যক্তিগত। xyxy=(280,145,392,282)
terms-header: শর্তাবলি: xyxy=(289,1217,320,1228)
affidavit-text: এফিডেভিট : আমি মোসাম্মৎ সাহেরা বেগম (Md-Mst. Sahera Begum), জাতীয় পরিচয়পত্র নং- ১১৮১৮৯০৪৭৪, গ্রাম- রঘুনাথপুর, জেলা- পাবনা। আমার সনদে জন্ম তারিখ ভুলবশত ০৩/০৮/২০০৩ লেখা থাকায় নোটারি পাবলিকের মাধ্যমে সংশোধন করা হলো। সংশ্লিষ্ট সবাইকে অবগত করা যাচ্ছে। xyxy=(154,1012,273,1115)
affidavit-text: এফিডেভিট : আমি মো. হাসান সরকার (Hasan Sarkar), পিতা- মৃত আবদুল গফুর সরকার, গ্রাম- চরকান্দা, জেলা- গাইবান্ধা। আমার জেএসসি (রোল- 148135) ও এসএসসি (রোল- 176395) সনদে পিতার নাম ভুল লিপিবদ্ধ হওয়ায় গত ০৪/১১/২০২৪ তারিখে নোটারি পাবলিকের মাধ্যমে এফিডেভিট সম্পাদনপূর্বক সংশোধন করা হয়েছে। সংশ্লিষ্ট সবার অবগতির জন্য জানানো হলো। তারিখ: ০৮/০১/২০২৬। xyxy=(154,848,273,986)
islamic-life-title: দিগন্ত ইসলামী জীবন xyxy=(823,87,1051,119)
article-body-columns xyxy=(652,464,1176,1140)
story-body: দেশে আগের তুলনায় কর্মসংস্থানের সুযোগ বেড়েছে বলে জরিপে উঠে এসেছে। তথ্যপ্রযুক্তি ও সেবা খাতে নতুন উদ্যোক্তাদের অংশগ্রহণ বাড়ছে। তবে তরুণদের দক্ষতা উন্নয়নে আরো বিনিয়োগ প্রয়োজন বলে মত দিয়েছেন অর্থনীতিবিদরা। শ্রমবাজারের চাহিদা অনুযায়ী কারিকুলাম হালনাগাদের সুপারিশও করা হয়েছে প্রতিবেদনে। জরিপে আরো বলা হয়, গ্রামীণ অর্থনীতিতে ক্ষুদ্র ও মাঝারি উদ্যোগের অবদান বাড়ছে। নারী উদ্যোক্তাদের অংশগ্রহণও উল্লেখযোগ্য হারে বেড়েছে। তবে অর্থায়নের সহজ শর্ত ও প্রশিক্ষণের সুযোগ বাড়ানোর তাগিদ দিয়েছেন সংশ্লিষ্টরা। প্রতিবেদনটি আগামী সপ্তাহে আনুষ্ঠানিকভাবে প্রকাশ করা হবে। xyxy=(400,440,514,659)
section-header-required: আবশ্যক xyxy=(24,87,148,119)
article-paragraph: আবু হুরাইরা রা: থেকে বর্ণিত, রাসূলুল্লাহ সা: বলেন, 'তোমরা সাতটি ধ্বংসাত্মক বিষয় থেকে বেঁচে থাকো।' সাহাবিরা জিজ্ঞেস করলেন, 'হে আল্লাহর রাসূল! সেগুলো কী কী?' তিনি বললেন, 'আল্লাহর সাথে শিরক করা, জাদু করা, অন্যায়ভাবে কাউকে হত্যা করা, সুদ খাওয়া, এতিমের সম্পদ ভক্ষণ করা, যুদ্ধের ময়দান থেকে পালিয়ে যাওয়া এবং সতী-সাধ্বী মুমিন নারীর প্রতি অপবাদ আরোপ করা।' (বুখারি-২৭৬৬, মুসলিম-৮৯) xyxy=(831,466,997,612)
term-item: ৬. রেজিস্ট্রেশন ফি, স্ট্যাম্প শুল্ক, ভ্যাট, আয়কর, উৎসে করসহ হস্তান্তর সংক্রান্ত যাবতীয় ব্যয় ক্রেতাকে বহন করতে হবে। xyxy=(289,1383,631,1403)
ad-code: পিসি-৭০/২৬ xyxy=(232,1582,273,1592)
article-paragraph: তাওবার শর্ত তিনটি- গুনাহ সম্পূর্ণরূপে ছেড়ে দেয়া, কৃত গুনাহের জন্য অনুতপ্ত হওয়া এবং ভবিষ্যতে তা না করার দৃঢ় সংকল্প করা। বান্দার হক নষ্ট করলে তা ফিরিয়ে দেয়া বা মাফ চেয়ে নেয়াও জরুরি। প্রতিদিন রাতে ঘুমানোর আগে নিজের আমলের হিসাব নেয়া মুমিনের অভ্যাস হওয়া চাই। xyxy=(1010,799,1176,900)
term-item: ৯. নিলাম সংক্রান্ত যেকোনো তথ্য অফিস চলাকালীন সময়ে শাখা থেকে জানা যাবে। ফোন: ০২৪৭৭৭৬২৩৪৫, মোবাইল: ০১৭১১-০০০০০০। xyxy=(289,1454,631,1475)
answer-text: উত্তর : 'দেবো' বলার দ্বারা তালাক পতিত হবে না। কারণ এটি ভবিষ্যতের প্রতিশ্রুতি মাত্র, তালাকের চূড়ান্ত ঘোষণা নয়। তবে এ ধরনের কথা বলা থেকে বিরত থাকা উচিত। এতে সংসারে অশান্তি সৃষ্টি হয়। স্বামী-স্ত্রীর সম্পর্ক আল্লাহর বিধান মেনে পরিচালনা করাই মুমিনের কর্তব্য। xyxy=(920,293,1167,340)
affidavit-notice xyxy=(154,848,273,1007)
story-subhead: ইসলামী ব্যাংকের আমানত xyxy=(295,486,377,517)
article-headline: বড় গুনাহ ত্যাগ করুন ছোট গুনাহ মাফ হবে xyxy=(704,404,1124,432)
article-paragraph: শীতকালে অজু-গোসলে কিছুটা কষ্ট হয়। কিন্তু এ কষ্টই গুনাহ মাফের কারণ। রাসূলুল্লাহ সা: বলেন, 'আমি কি তোমাদের এমন আমলের কথা বলব না, যার দ্বারা আল্লাহ গুনাহ মাফ করেন এবং মর্যাদা বৃদ্ধি করেন? কষ্টের সময় পরিপূর্ণ অজু করা, মসজিদের দিকে অধিক পদচারণা এবং এক নামাজের পর আরেক নামাজের অপেক্ষা করা।' (মুসলিম-২৫১) xyxy=(828,1222,992,1353)
lost-notice xyxy=(24,1155,148,1232)
article-paragraph: মহান আল্লাহ বান্দার প্রতি অসীম দয়ালু। তিনি বলেন, 'হে আমার বান্দারা! তোমরা যারা নিজেদের ওপর জুলুম করেছ, আল্লাহর রহমত থেকে নিরাশ হয়ো না। নিশ্চয়ই আল্লাহ সব গুনাহ ক্ষমা করে দেন। তিনি তো ক্ষমাশীল, পরম দয়ালু।' (সূরা জুমার-৫৩)। অতএব গুনাহ যত বড়ই হোক, খালেস তাওবা করলে আল্লাহ ক্ষমা করে দেবেন। xyxy=(1010,673,1176,789)
jump-marker: ১ম পৃষ্ঠার পর xyxy=(316,520,356,530)
